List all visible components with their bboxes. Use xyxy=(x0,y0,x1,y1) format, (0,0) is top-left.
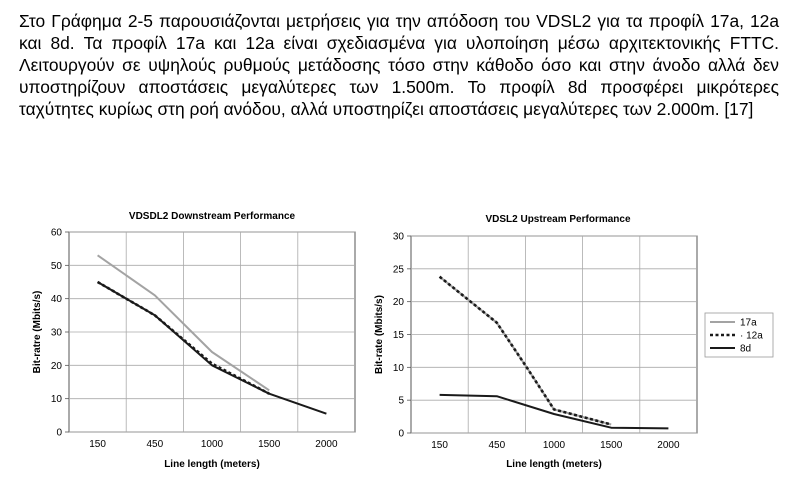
y-tick-label: 30 xyxy=(50,327,62,339)
legend-label-8d: 8d xyxy=(740,343,752,355)
x-tick-label: 450 xyxy=(488,440,506,451)
series-line-8d xyxy=(98,282,327,414)
y-tick-label: 10 xyxy=(392,362,404,374)
x-tick-label: 150 xyxy=(89,439,106,450)
y-tick-label: 20 xyxy=(392,297,404,309)
y-tick-label: 40 xyxy=(50,294,62,306)
x-tick-label: 150 xyxy=(431,440,448,451)
x-tick-label: 450 xyxy=(146,439,164,450)
y-tick-label: 5 xyxy=(398,395,404,407)
y-tick-label: 30 xyxy=(392,231,404,243)
x-axis-label: Line length (meters) xyxy=(506,459,602,470)
x-tick-label: 1000 xyxy=(542,440,566,451)
y-tick-label: 0 xyxy=(398,428,404,440)
y-axis-label: Bit-rate (Mbits/s) xyxy=(374,295,385,374)
downstream-chart xyxy=(32,211,355,470)
x-tick-label: 1000 xyxy=(200,439,224,450)
x-axis-label: Line length (meters) xyxy=(164,459,260,470)
y-tick-label: 25 xyxy=(392,264,404,276)
y-axis-label: Bit-ratre (Mbits/s) xyxy=(32,290,43,374)
x-tick-label: 1500 xyxy=(600,440,623,451)
upstream-chart xyxy=(374,214,773,470)
x-tick-label: 1500 xyxy=(258,439,281,450)
y-tick-label: 20 xyxy=(50,360,62,372)
chart-title: VDSL2 Upstream Performance xyxy=(485,214,631,225)
y-tick-label: 60 xyxy=(50,227,62,239)
y-tick-label: 10 xyxy=(50,394,62,406)
legend-label-12a: · 12a xyxy=(740,330,763,342)
chart-title: VDSDL2 Downstream Performance xyxy=(128,211,296,222)
x-tick-label: 2000 xyxy=(657,440,680,451)
y-tick-label: 50 xyxy=(50,260,62,272)
description-paragraph: Στο Γράφημα 2-5 παρουσιάζονται μετρήσεις για την απόδοση του VDSL2 για τα προφίλ 17a, 12a και 8d. Τα προφίλ 17a και 12a είναι σχεδιασμένα για υλοποίηση μέσω αρχιτεκτονικής FTTC. Λειτουργούν σε υψηλούς ρυθμούς μετάδοσης τόσο στην κάθοδο όσο και στην άνοδο αλλά δεν υποστηρίζουν αποστάσεις μεγαλύτερες των 1.500m. Το προφίλ 8d προσφέρει μικρότερες ταχύτητες κυρίως στη ροή ανόδου, αλλά υποστηρίζει αποστάσεις μεγαλύτερες των 2.000m. [17] xyxy=(19,11,779,119)
y-tick-label: 15 xyxy=(392,330,404,341)
legend-label-17a: 17a xyxy=(740,317,757,329)
x-tick-label: 2000 xyxy=(315,439,338,450)
legend-box xyxy=(705,313,773,357)
y-tick-label: 0 xyxy=(56,427,62,439)
